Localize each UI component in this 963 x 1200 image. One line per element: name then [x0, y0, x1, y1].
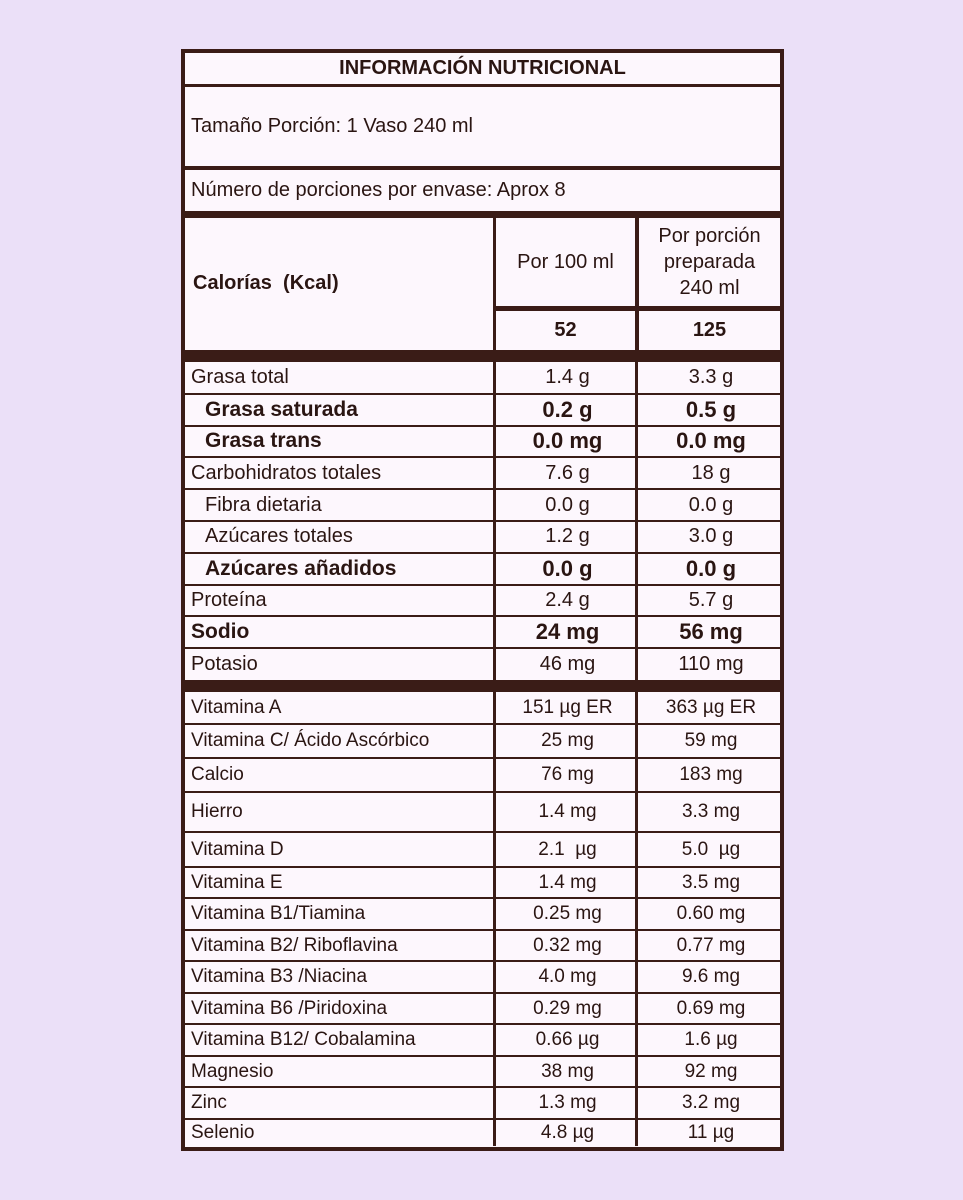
value-per-100ml: 1.3 mg	[538, 1092, 597, 1113]
nutrient-row	[185, 648, 780, 680]
nutrient-name: Vitamina B3 /Niacina	[191, 966, 368, 987]
calories-per-portion: 125	[692, 319, 727, 341]
value-per-portion: 0.60 mg	[676, 903, 746, 924]
value-per-100ml: 0.0 mg	[532, 428, 603, 454]
value-per-portion: 11 µg	[687, 1121, 735, 1143]
value-per-portion: 183 mg	[679, 764, 743, 785]
value-per-portion: 3.0 g	[688, 525, 734, 548]
nutrient-row	[185, 489, 780, 521]
nutrient-name: Azúcares totales	[205, 525, 353, 548]
value-per-portion: 0.77 mg	[676, 934, 746, 956]
nutrient-name: Sodio	[191, 620, 250, 644]
value-per-portion: 0.69 mg	[676, 997, 746, 1019]
value-per-portion: 18 g	[691, 461, 731, 484]
divider	[185, 211, 780, 218]
nutrition-facts-label	[181, 49, 784, 1151]
value-per-100ml: 7.6 g	[545, 461, 590, 484]
nutrient-name: Hierro	[191, 801, 243, 822]
label-title: INFORMACIÓN NUTRICIONAL	[339, 57, 626, 79]
value-per-portion: 5.0 µg	[681, 838, 741, 860]
nutrient-row	[185, 362, 780, 394]
nutrient-name: Grasa total	[191, 366, 289, 389]
value-per-100ml: 0.29 mg	[533, 997, 602, 1019]
nutrient-name: Selenio	[191, 1121, 255, 1143]
nutrient-name: Vitamina B2/ Riboflavina	[191, 934, 398, 956]
value-per-100ml: 1.4 mg	[538, 871, 597, 893]
value-per-100ml: 46 mg	[539, 652, 596, 675]
value-per-100ml: 1.4 mg	[538, 801, 597, 822]
col2-header-line: preparada	[663, 251, 756, 273]
nutrient-row	[185, 1087, 780, 1119]
nutrient-row	[185, 1119, 780, 1146]
value-per-portion: 0.5 g	[685, 396, 737, 422]
divider	[185, 680, 780, 692]
nutrient-name: Fibra dietaria	[205, 493, 322, 516]
value-per-100ml: 1.2 g	[545, 525, 590, 548]
value-per-100ml: 38 mg	[541, 1060, 594, 1082]
nutrient-row	[185, 832, 780, 867]
nutrient-row	[185, 898, 780, 930]
servings-per-container: Número de porciones por envase: Aprox 8	[191, 179, 566, 201]
nutrient-name: Vitamina B1/Tiamina	[191, 903, 366, 924]
value-per-portion: 5.7 g	[688, 588, 734, 611]
value-per-portion: 3.3 g	[688, 366, 734, 389]
nutrient-row	[185, 993, 780, 1024]
calories-per-100ml: 52	[554, 319, 577, 341]
value-per-portion: 0.0 g	[685, 555, 737, 581]
col2-header-line: Por porción	[658, 225, 761, 247]
nutrient-row	[185, 394, 780, 426]
value-per-100ml: 1.4 g	[545, 366, 590, 389]
serving-size: Tamaño Porción: 1 Vaso 240 ml	[191, 115, 474, 137]
value-per-100ml: 25 mg	[541, 730, 594, 751]
nutrient-name: Proteína	[191, 588, 267, 611]
nutrient-row	[185, 426, 780, 458]
col2-header-line: 240 ml	[679, 277, 740, 299]
nutrient-name: Azúcares añadidos	[205, 556, 397, 580]
nutrient-row	[185, 758, 780, 792]
nutrient-name: Potasio	[191, 652, 258, 675]
column-divider	[635, 692, 638, 1146]
nutrient-name: Vitamina E	[191, 871, 283, 893]
value-per-portion: 363 µg ER	[665, 697, 757, 718]
value-per-100ml: 2.1 µg	[538, 838, 597, 860]
value-per-100ml: 4.0 mg	[538, 966, 597, 987]
value-per-portion: 1.6 µg	[684, 1029, 738, 1050]
value-per-100ml: 0.0 g	[542, 555, 593, 581]
nutrient-row	[185, 585, 780, 617]
value-per-100ml: 24 mg	[535, 619, 600, 645]
value-per-portion: 59 mg	[684, 730, 738, 751]
nutrient-name: Grasa trans	[205, 429, 322, 453]
nutrient-row	[185, 724, 780, 758]
nutrient-row	[185, 867, 780, 898]
nutrient-row	[185, 961, 780, 993]
col2-header	[639, 218, 780, 306]
value-per-100ml: 0.32 mg	[533, 934, 602, 956]
nutrient-row	[185, 1056, 780, 1087]
nutrient-row	[185, 692, 780, 724]
nutrient-row	[185, 553, 780, 585]
nutrient-row	[185, 457, 780, 489]
nutrient-row	[185, 792, 780, 832]
value-per-portion: 3.3 mg	[681, 801, 741, 822]
value-per-portion: 9.6 mg	[681, 966, 741, 987]
value-per-100ml: 76 mg	[541, 764, 594, 785]
column-divider	[635, 362, 638, 680]
nutrient-name: Carbohidratos totales	[191, 461, 382, 484]
value-per-100ml: 0.0 g	[545, 493, 590, 516]
nutrient-row	[185, 930, 780, 961]
divider	[185, 350, 780, 362]
nutrient-name: Vitamina A	[191, 697, 282, 718]
value-per-100ml: 0.66 µg	[535, 1029, 600, 1050]
value-per-portion: 0.0 mg	[676, 428, 746, 454]
value-per-100ml: 4.8 µg	[540, 1121, 595, 1143]
value-per-100ml: 151 µg ER	[522, 697, 613, 718]
value-per-portion: 56 mg	[679, 619, 743, 645]
nutrient-name: Vitamina C/ Ácido Ascórbico	[191, 730, 430, 751]
nutrient-name: Vitamina B6 /Piridoxina	[191, 997, 388, 1019]
column-divider	[493, 692, 496, 1146]
nutrient-row	[185, 1024, 780, 1056]
value-per-portion: 92 mg	[684, 1060, 738, 1082]
value-per-100ml: 2.4 g	[545, 588, 590, 611]
nutrient-name: Vitamina D	[191, 838, 284, 860]
calories-label: Calorías (Kcal)	[193, 271, 339, 294]
nutrient-row	[185, 616, 780, 648]
value-per-100ml: 0.25 mg	[533, 903, 602, 924]
value-per-portion: 0.0 g	[688, 493, 734, 516]
nutrient-name: Calcio	[191, 764, 244, 785]
value-per-portion: 3.2 mg	[681, 1092, 741, 1113]
nutrient-name: Zinc	[191, 1092, 227, 1113]
nutrient-row	[185, 521, 780, 553]
col1-header: Por 100 ml	[517, 250, 614, 273]
nutrient-name: Vitamina B12/ Cobalamina	[191, 1029, 416, 1050]
nutrient-name: Grasa saturada	[205, 397, 358, 421]
column-divider	[493, 362, 496, 680]
nutrient-name: Magnesio	[191, 1060, 274, 1082]
value-per-portion: 110 mg	[678, 652, 744, 675]
value-per-portion: 3.5 mg	[681, 871, 741, 893]
value-per-100ml: 0.2 g	[542, 396, 593, 422]
